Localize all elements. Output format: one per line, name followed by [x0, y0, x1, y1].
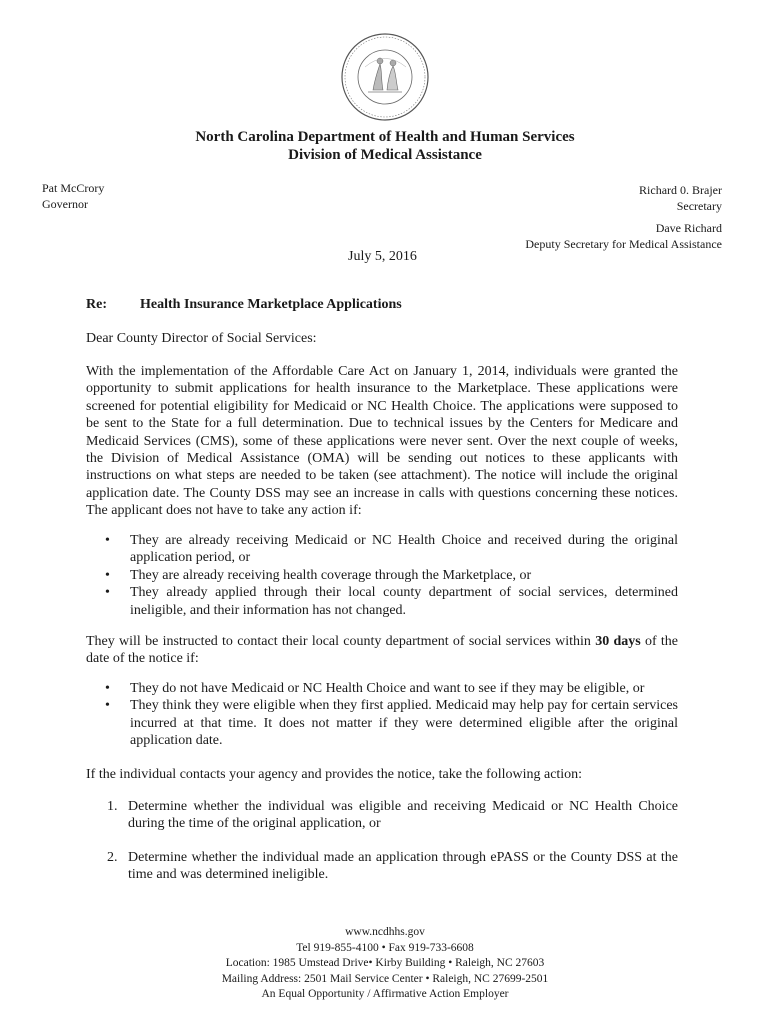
footer-mailing: Mailing Address: 2501 Mail Service Center • Raleigh, NC 27699-2501 [221, 972, 549, 985]
deputy-block [525, 220, 722, 252]
footer-location: Location: 1985 Umstead Drive• Kirby Building • Raleigh, NC 27603 [225, 957, 545, 970]
department-name: North Carolina Department of Health and Human Services [195, 129, 575, 145]
footer-eeo: An Equal Opportunity / Affirmative Action Employer [261, 988, 509, 1001]
step-number: 1. [107, 799, 118, 814]
governor-block [42, 180, 104, 212]
list-item: • They are already receiving health coverage through the Marketplace, or [86, 567, 678, 584]
no-action-list [86, 532, 678, 619]
secretary-block [639, 182, 722, 214]
contact-list [86, 680, 678, 750]
re-label: Re: [86, 297, 107, 312]
action-steps [86, 798, 678, 884]
division-name: Division of Medical Assistance [288, 147, 482, 163]
state-seal [340, 32, 430, 122]
paragraph-contact-before: They will be instructed to contact their local county department of social services within [86, 634, 596, 649]
list-item: • They are already receiving Medicaid or NC Health Choice and received during the original application period, or [86, 532, 678, 567]
secretary-title: Secretary [676, 199, 722, 213]
paragraph-intro: With the implementation of the Affordable Care Act on January 1, 2014, individuals were granted the opportunity to submit applications for health insurance to the Marketplace. These applications were screened for potential eligibility for Medicaid or NC Health Choice. The applications were supposed to be sent to the State for a full determination. Due to technical issues by the Centers for Medicare and Medicaid Services (CMS), some of these applications were never sent. Over the next couple of weeks, the Division of Medical Assistance (OMA) will be sending out notices to these applicants with instructions on what steps are needed to be taken (see attachment). The notice will include the original application date. The County DSS may see an increase in calls with questions concerning these notices. The applicant does not have to take any action if: [86, 364, 678, 519]
footer-phone: Tel 919-855-4100 • Fax 919-733-6608 [296, 941, 474, 954]
deadline-days: 30 days [595, 634, 641, 649]
paragraph-action: If the individual contacts your agency and provides the notice, take the following action: [86, 767, 583, 782]
list-item: • They already applied through their local county department of social services, determined ineligible, and their information has not changed. [86, 584, 678, 619]
list-item: • They think they were eligible when they first applied. Medicaid may help pay for certain services incurred at that time. It does not matter if they were determined eligible after the original application date. [86, 697, 678, 749]
salutation: Dear County Director of Social Services: [86, 331, 317, 346]
step-item [86, 849, 678, 884]
step-item [86, 798, 678, 833]
letter-date: July 5, 2016 [348, 249, 417, 264]
state-seal-icon [340, 32, 430, 122]
step-text: Determine whether the individual made an application through ePASS or the County DSS at the time and was determined ineligible. [128, 849, 678, 883]
re-subject: Health Insurance Marketplace Applications [140, 297, 402, 312]
governor-title: Governor [42, 197, 88, 211]
secretary-name: Richard 0. Brajer [639, 183, 722, 197]
list-item: • They do not have Medicaid or NC Health Choice and want to see if they may be eligible, or [86, 680, 678, 697]
governor-name: Pat McCrory [42, 181, 105, 195]
footer-website: www.ncdhhs.gov [345, 926, 425, 938]
deputy-name: Dave Richard [655, 221, 722, 235]
step-text: Determine whether the individual was eligible and receiving Medicaid or NC Health Choice during the time of the original application, or [128, 799, 678, 832]
paragraph-contact [86, 633, 678, 668]
deputy-title: Deputy Secretary for Medical Assistance [525, 237, 722, 251]
footer [0, 925, 770, 1003]
paragraph-contact-after: of the date of the notice if: [86, 634, 679, 667]
step-number: 2. [107, 849, 118, 865]
